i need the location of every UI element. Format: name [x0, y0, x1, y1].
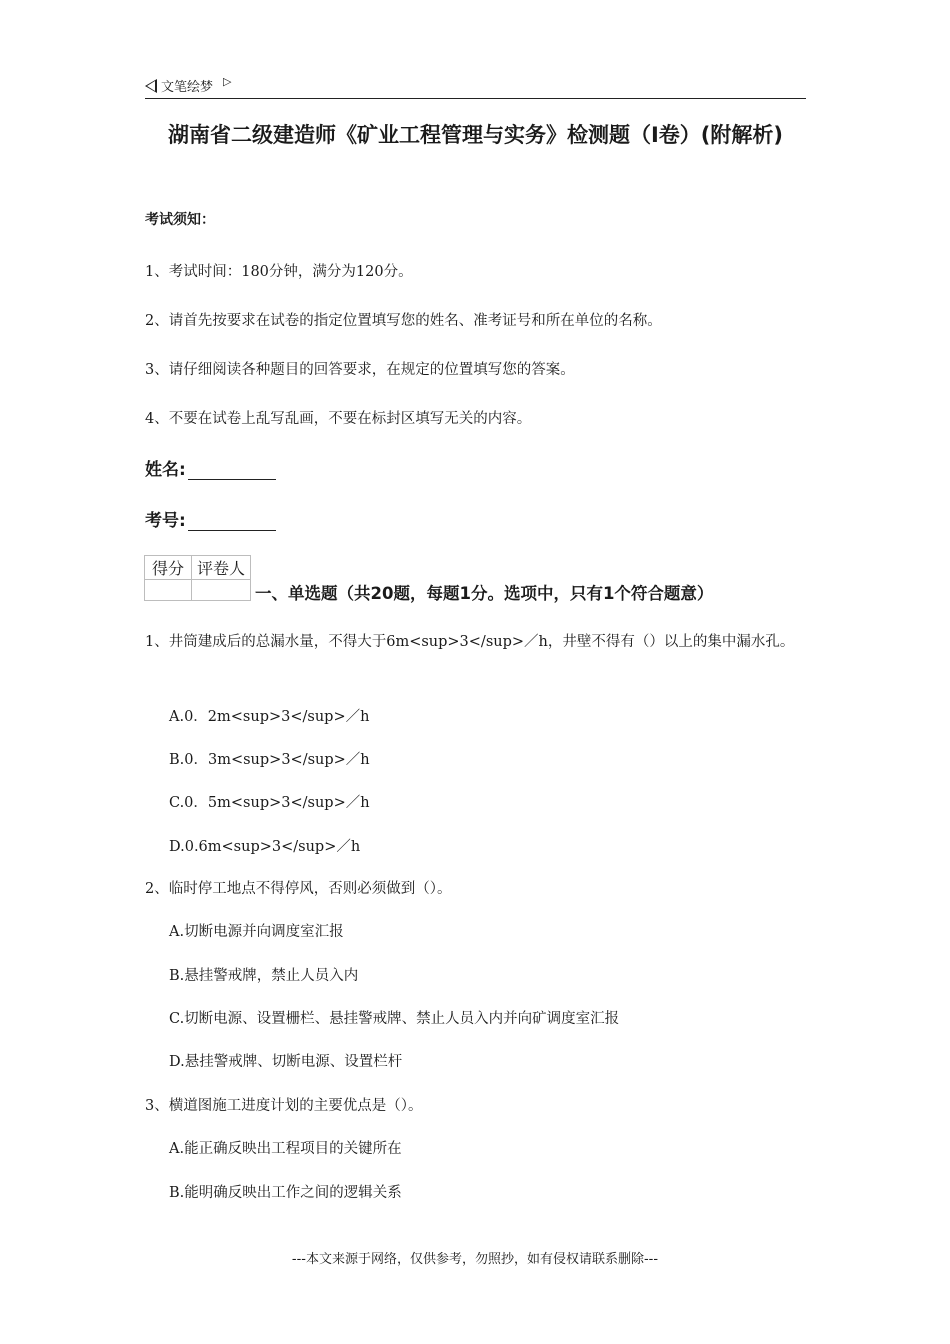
question-1: 1、井筒建成后的总漏水量，不得大于6m<sup>3</sup>／h，井壁不得有（）以上的集中漏水孔。	[145, 634, 795, 650]
question-2: 2、临时停工地点不得停风，否则必须做到（）。	[145, 881, 452, 897]
option-1d: D.0.6m<sup>3</sup>／h	[169, 839, 361, 855]
id-label: 考号:	[145, 511, 186, 531]
section-title: 一、单选题（共20题，每题1分。选项中，只有1个符合题意）	[255, 584, 714, 603]
id-blank[interactable]	[188, 514, 276, 531]
header-rule	[145, 98, 806, 99]
option-3b: B.能明确反映出工作之间的逻辑关系	[169, 1185, 402, 1201]
triangle-left-icon	[145, 79, 157, 93]
footer-disclaimer: ---本文来源于网络，仅供参考，勿照抄，如有侵权请联系删除---	[291, 1252, 659, 1267]
grader-header: 评卷人	[192, 556, 251, 580]
triangle-right-icon: ▷	[223, 75, 232, 88]
option-2b: B.悬挂警戒牌，禁止人员入内	[169, 968, 359, 984]
notice-heading: 考试须知：	[145, 212, 215, 228]
option-1c: C.0．5m<sup>3</sup>／h	[169, 795, 370, 811]
option-1b: B.0．3m<sup>3</sup>／h	[169, 752, 370, 768]
option-2a: A.切断电源并向调度室汇报	[169, 924, 344, 940]
score-header: 得分	[145, 556, 192, 580]
notice-item: 3、请仔细阅读各种题目的回答要求，在规定的位置填写您的答案。	[145, 362, 575, 378]
notice-item: 4、不要在试卷上乱写乱画，不要在标封区填写无关的内容。	[145, 411, 532, 427]
option-2d: D.悬挂警戒牌、切断电源、设置栏杆	[169, 1054, 403, 1070]
notice-item: 1、考试时间：180分钟，满分为120分。	[145, 264, 413, 280]
name-blank[interactable]	[188, 463, 276, 480]
id-field	[145, 506, 276, 531]
name-field	[145, 455, 276, 480]
header-brand	[145, 76, 231, 95]
grader-cell[interactable]	[192, 580, 251, 601]
name-label: 姓名:	[145, 460, 186, 480]
question-3: 3、横道图施工进度计划的主要优点是（）。	[145, 1098, 423, 1114]
option-1a: A.0．2m<sup>3</sup>／h	[169, 709, 370, 725]
option-3a: A.能正确反映出工程项目的关键所在	[169, 1141, 402, 1157]
score-table	[144, 555, 251, 601]
page-title: 湖南省二级建造师《矿业工程管理与实务》检测题（I卷）(附解析)	[167, 123, 783, 147]
score-cell[interactable]	[145, 580, 192, 601]
notice-item: 2、请首先按要求在试卷的指定位置填写您的姓名、准考证号和所在单位的名称。	[145, 313, 662, 329]
option-2c: C.切断电源、设置栅栏、悬挂警戒牌、禁止人员入内并向矿调度室汇报	[169, 1011, 620, 1027]
brand-label: 文笔绘梦	[161, 80, 214, 95]
